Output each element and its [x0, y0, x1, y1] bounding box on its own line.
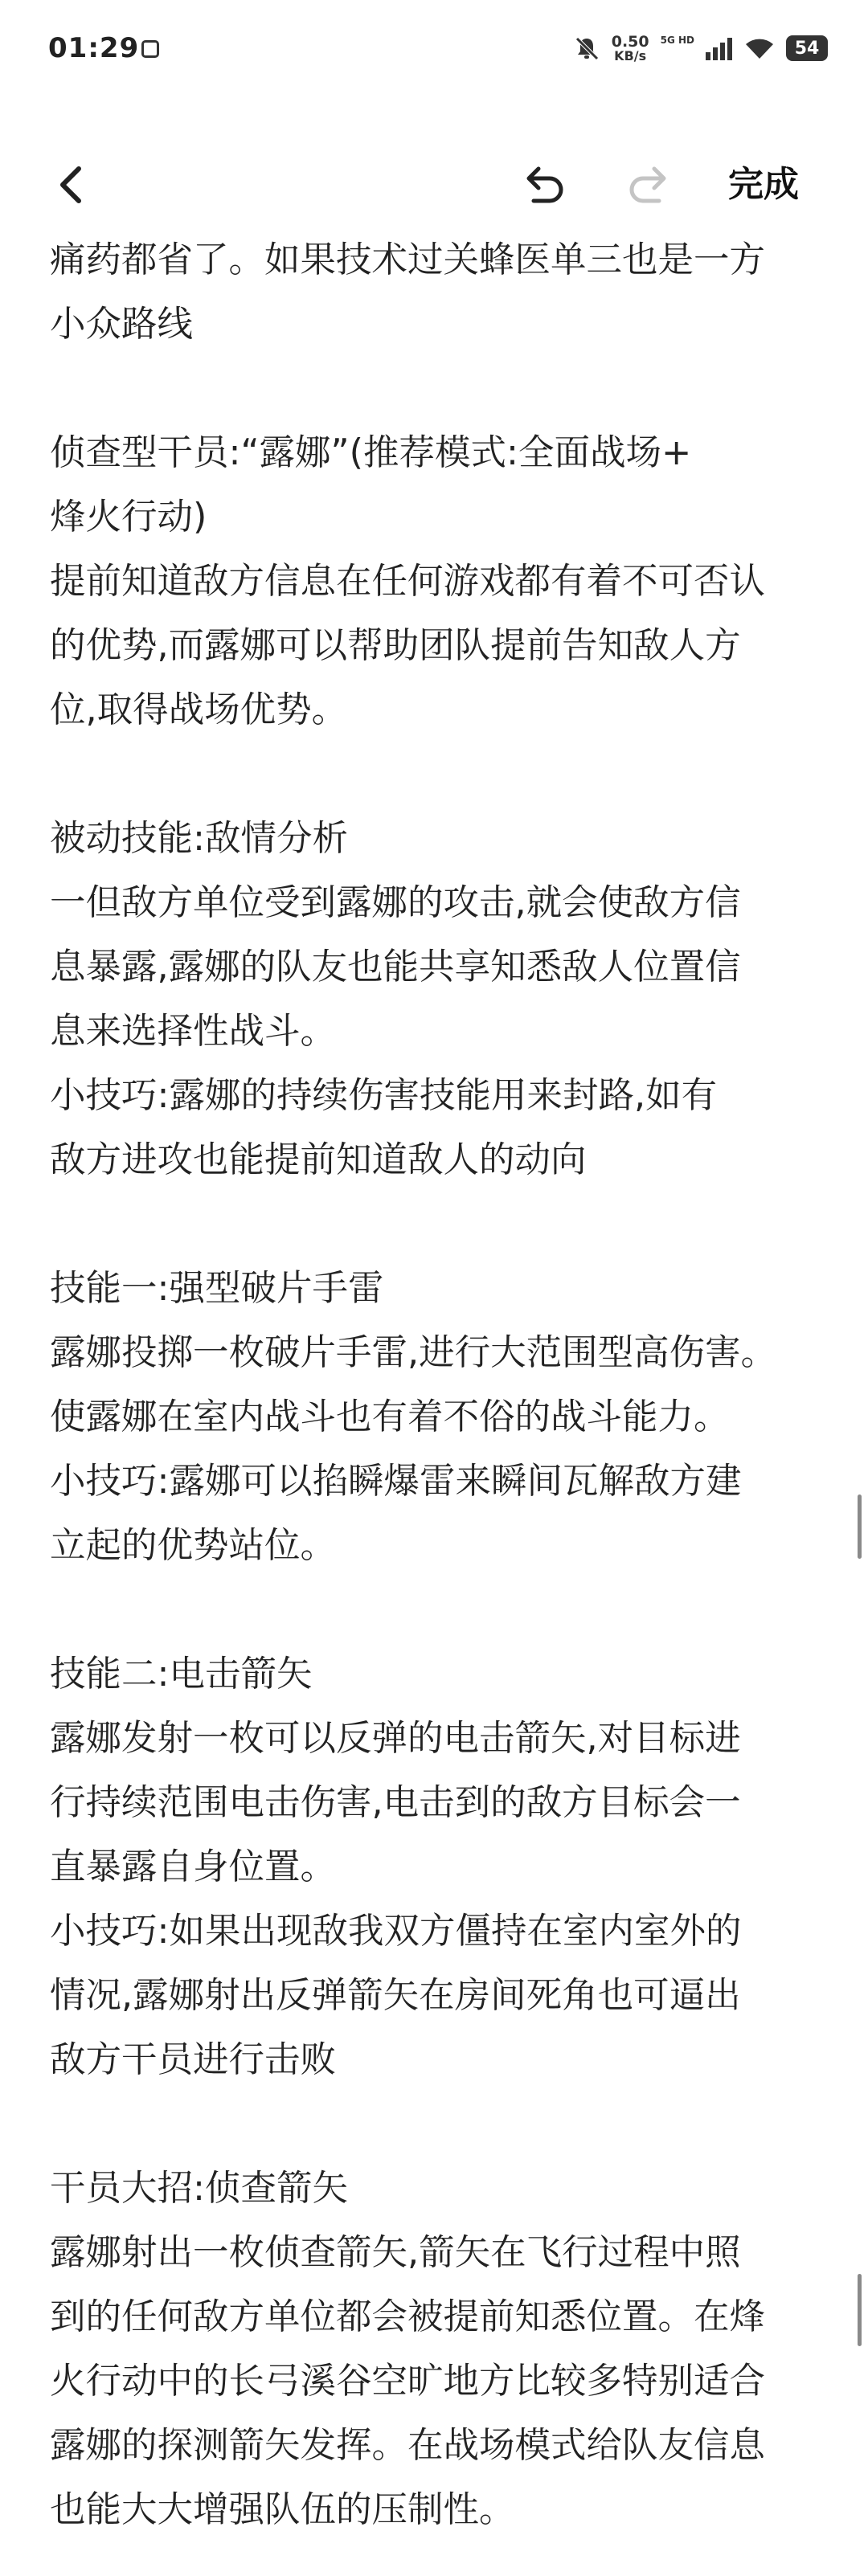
text-line: 行持续范围电击伤害,电击到的敌方目标会一: [50, 1782, 741, 1823]
text-line: 技能二:电击箭矢: [50, 1654, 313, 1695]
mute-bell-icon: [573, 35, 600, 62]
text-line: 使露娜在室内战斗也有着不俗的战斗能力。: [50, 1396, 730, 1437]
wifi-icon: [744, 36, 775, 60]
text-line: 小众路线: [50, 304, 194, 345]
text-line: 直暴露自身位置。: [50, 1846, 337, 1887]
text-line: 技能一:强型破片手雷: [50, 1268, 384, 1309]
text-line: 小技巧:如果出现敌我双方僵持在室内室外的: [50, 1911, 742, 1952]
text-line: 烽火行动): [50, 497, 207, 538]
status-bar: [0, 0, 868, 104]
text-line: 到的任何敌方单位都会被提前知悉位置。在烽: [50, 2296, 766, 2337]
cell-signal-icon: [706, 36, 733, 60]
text-line: 敌方进攻也能提前知道敌人的动向: [50, 1139, 587, 1180]
text-line: 火行动中的长弓溪谷空旷地方比较多特别适合: [50, 2361, 766, 2402]
text-line: 息暴露,露娜的队友也能共享知悉敌人位置信: [50, 947, 741, 987]
blank-line: [50, 357, 829, 421]
text-line: 露娜的探测箭矢发挥。在战场模式给队友信息: [50, 2425, 766, 2466]
network-speed-unit: KB/s: [614, 47, 647, 63]
text-line: 露娜投掷一枚破片手雷,进行大范围型高伤害。: [50, 1332, 777, 1373]
text-line: 情况,露娜射出反弹箭矢在房间死角也可逼出: [50, 1975, 741, 2016]
text-line: 小技巧:露娜可以掐瞬爆雷来瞬间瓦解敌方建: [50, 1461, 742, 1502]
text-line: 的优势,而露娜可以帮助团队提前告知敌人方: [50, 625, 741, 666]
status-time: 01:29: [48, 32, 140, 64]
back-icon[interactable]: [51, 164, 93, 206]
text-line: 敌方干员进行击败: [50, 2039, 337, 2080]
text-line: 立起的优势站位。: [50, 1525, 337, 1566]
blank-line: [50, 742, 829, 807]
text-line: 息来选择性战斗。: [50, 1011, 337, 1052]
text-line: 位,取得战场优势。: [50, 689, 348, 730]
blank-line: [50, 1192, 829, 1257]
text-line: 侦查型干员:“露娜”(推荐模式:全面战场+: [50, 432, 692, 473]
text-line: 小技巧:露娜的持续伤害技能用来封路,如有: [50, 1075, 718, 1116]
text-line: 也能大大增强队伍的压制性。: [50, 2489, 515, 2530]
scroll-indicator[interactable]: [858, 2274, 862, 2346]
text-line: 一但敌方单位受到露娜的攻击,就会使敌方信: [50, 882, 741, 923]
text-line: 痛药都省了。如果技术过关蜂医单三也是一方: [50, 239, 766, 280]
blank-line: [50, 1578, 829, 1642]
note-text-area[interactable]: [50, 228, 829, 2542]
scroll-indicator[interactable]: [858, 1494, 862, 1559]
text-line: 干员大招:侦查箭矢: [50, 2168, 348, 2209]
text-line: 被动技能:敌情分析: [50, 818, 348, 859]
status-icons: [573, 32, 828, 64]
text-line: 露娜射出一枚侦查箭矢,箭矢在飞行过程中照: [50, 2232, 741, 2273]
text-line: 露娜发射一枚可以反弹的电击箭矢,对目标进: [50, 1718, 741, 1759]
undo-icon[interactable]: [514, 159, 566, 211]
editor-toolbar: [0, 153, 868, 217]
network-speed: [611, 32, 649, 63]
battery-indicator: 54: [786, 35, 828, 61]
network-speed-value: 0.50: [611, 32, 649, 51]
text-line: 提前知道敌方信息在任何游戏都有着不可否认: [50, 561, 766, 602]
redo-icon[interactable]: [627, 159, 678, 211]
blank-line: [50, 2092, 829, 2157]
done-button[interactable]: 完成: [728, 164, 799, 205]
notification-app-icon: [141, 40, 159, 58]
signal-label: 5G HD: [660, 35, 694, 46]
